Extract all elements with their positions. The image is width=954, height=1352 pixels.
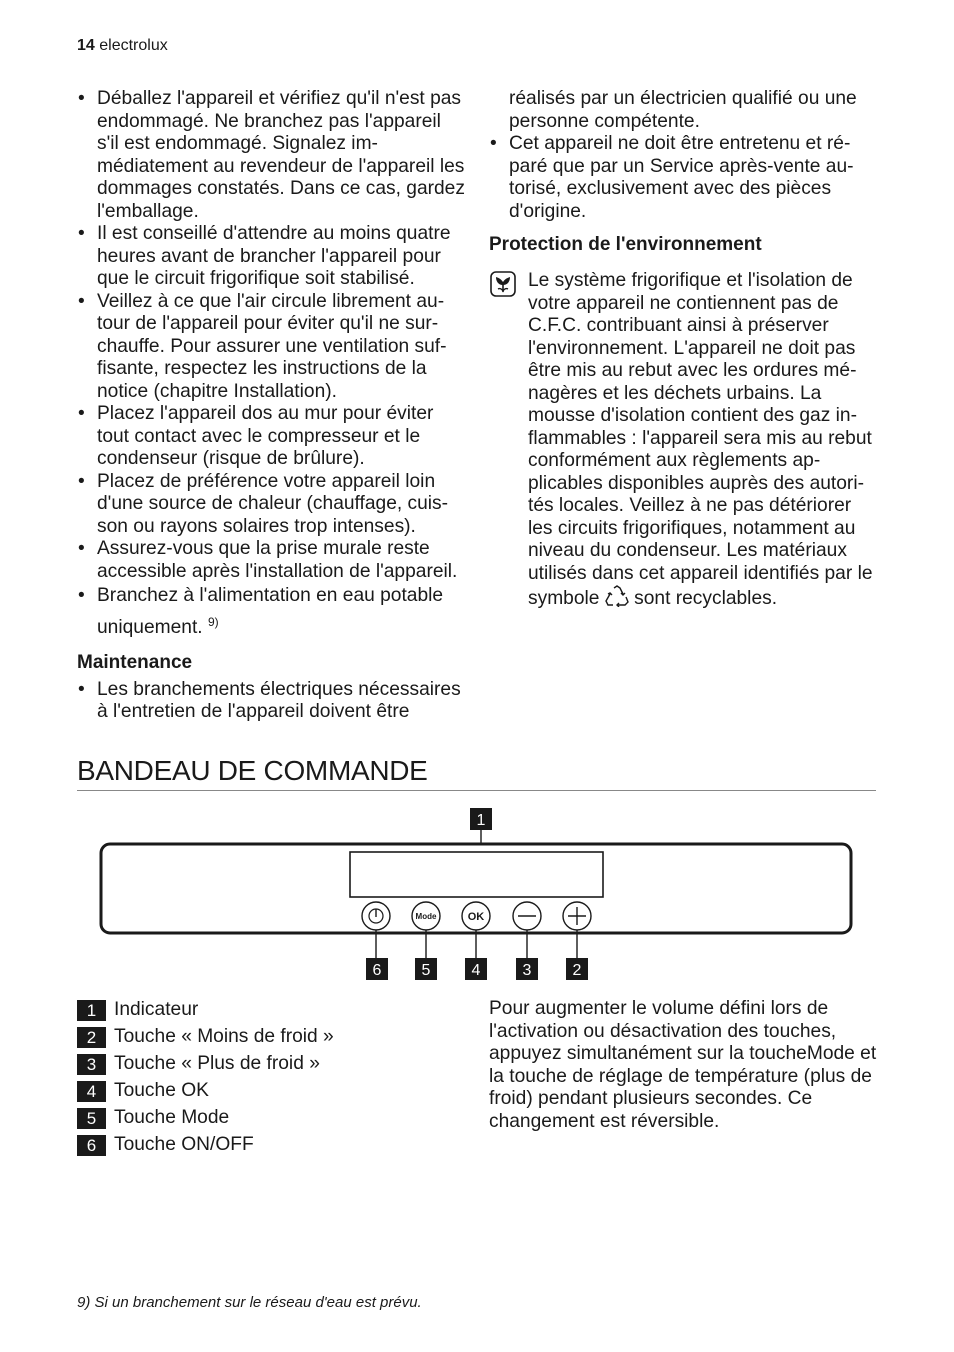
right-column [489, 88, 879, 257]
ok-button[interactable] [462, 902, 490, 930]
list-item-water [77, 583, 467, 641]
callout-3 [516, 958, 538, 980]
legend-label: Touche ON/OFF [114, 1134, 254, 1155]
list-item: • Veillez à ce que l'air circule librement autour de l'appareil pour éviter qu'il ne surchauffe. Pour assurer une ventilation suffisante, respectez les instructions de la notice (chapitre Installation). [77, 291, 467, 404]
section-divider [77, 790, 876, 791]
maintenance-heading: Maintenance [77, 652, 193, 673]
legend-item [77, 1079, 209, 1103]
legend-label: Indicateur [114, 999, 199, 1020]
ok-label: OK [467, 911, 485, 923]
list-item: • Il est conseillé d'attendre au moins quatre heures avant de brancher l'appareil pour que le circuit frigorifique soit stabilisé. [77, 223, 467, 291]
indicator-display [350, 852, 603, 897]
section-title: BANDEAU DE COMMANDE [77, 755, 428, 786]
legend-number: 4 [77, 1081, 106, 1102]
power-button[interactable] [362, 902, 390, 930]
installation-list [77, 88, 467, 641]
legend-label: Touche « Plus de froid » [114, 1053, 320, 1074]
footnote-ref: 9) [207, 615, 219, 629]
left-column [77, 88, 467, 724]
sound-volume-paragraph: Pour augmenter le volume défini lors de l'activation ou désactivation des touches, appuyez simultanément sur la toucheMode et la touche de réglage de température (plus de froid) pendant plusieurs secondes. Ce changement est réversible. [489, 998, 877, 1132]
legend-label: Touche OK [114, 1080, 209, 1101]
callout-2 [566, 958, 588, 980]
callout-4-text: 4 [471, 962, 481, 979]
maintenance-list [77, 679, 467, 724]
legend-number: 6 [77, 1135, 106, 1156]
callout-1-text: 1 [476, 812, 486, 829]
callout-6 [366, 958, 388, 980]
legend-number: 3 [77, 1054, 106, 1075]
legend-item [77, 1133, 254, 1157]
legend-number: 5 [77, 1108, 106, 1129]
recycle-icon [605, 585, 629, 614]
environment-paragraph: Le système frigorifique et l'isolation de votre appareil ne contiennent pas de C.F.C. contribuant ainsi à préserver l'environnement. L'appareil ne doit pas être mis au rebut avec les ordures ménagères et les déchets urbains. La mousse d'isolation contient des gaz inflammables : l'appareil sera mis au rebut conformément aux règlements applicables disponibles auprès des autorités locales. Veillez à ne pas détériorer les circuits frigorifiques, notamment au niveau du condenseur. Les matériaux utilisés dans cet appareil identifiés par le symbole [528, 270, 873, 609]
list-item: • Assurez-vous que la prise murale reste accessible après l'installation de l'appareil. [77, 538, 467, 583]
environment-text [528, 270, 878, 614]
control-panel-diagram [0, 805, 954, 985]
legend-item [77, 1052, 320, 1076]
callout-3-text: 3 [522, 962, 532, 979]
legend-label: Touche Mode [114, 1107, 230, 1128]
callout-5 [415, 958, 437, 980]
environment-heading: Protection de l'environnement [489, 234, 762, 255]
plus-button[interactable] [563, 902, 591, 930]
legend-number: 2 [77, 1027, 106, 1048]
callout-2-text: 2 [572, 962, 582, 979]
water-bullet-text: Branchez à l'alimentation en eau potable uniquement. [97, 585, 444, 638]
callout-4 [465, 958, 487, 980]
legend-item [77, 998, 198, 1022]
callout-6-text: 6 [372, 962, 382, 979]
brand-name: electrolux [99, 37, 168, 54]
maintenance-list-2 [489, 133, 879, 223]
mode-label: Mode [415, 912, 437, 921]
list-item: • Déballez l'appareil et vérifiez qu'il n'est pas endommagé. Ne branchez pas l'appareil s'il est endommagé. Signalez immédiatement au revendeur de l'appareil les dommages constatés. Dans ce cas, gardez l'emballage. [77, 88, 467, 223]
list-item: • Cet appareil ne doit être entretenu et réparé que par un Service après-vente autorisé, exclusivement avec des pièces d'origine. [489, 133, 879, 223]
environment-paragraph-end: sont recyclables. [634, 588, 778, 609]
eco-flower-icon [490, 271, 516, 297]
footnote: 9) Si un branchement sur le réseau d'eau est prévu. [77, 1294, 422, 1311]
page-number: 14 [77, 37, 95, 54]
list-item: • Placez de préférence votre appareil loin d'une source de chaleur (chauffage, cuisson ou rayons solaires trop intenses). [77, 471, 467, 539]
list-item: • Les branchements électriques nécessaires à l'entretien de l'appareil doivent être [77, 679, 467, 724]
legend-number: 1 [77, 1000, 106, 1021]
page-header [77, 37, 168, 55]
list-item: • Placez l'appareil dos au mur pour éviter tout contact avec le compresseur et le condenseur (risque de brûlure). [77, 403, 467, 471]
maintenance-continuation: réalisés par un électricien qualifié ou une personne compétente. [509, 88, 857, 132]
callout-5-text: 5 [421, 962, 431, 979]
legend-label: Touche « Moins de froid » [114, 1026, 334, 1047]
legend-item [77, 1106, 229, 1130]
legend-item [77, 1025, 334, 1049]
minus-button[interactable] [513, 902, 541, 930]
mode-button[interactable] [412, 902, 440, 930]
